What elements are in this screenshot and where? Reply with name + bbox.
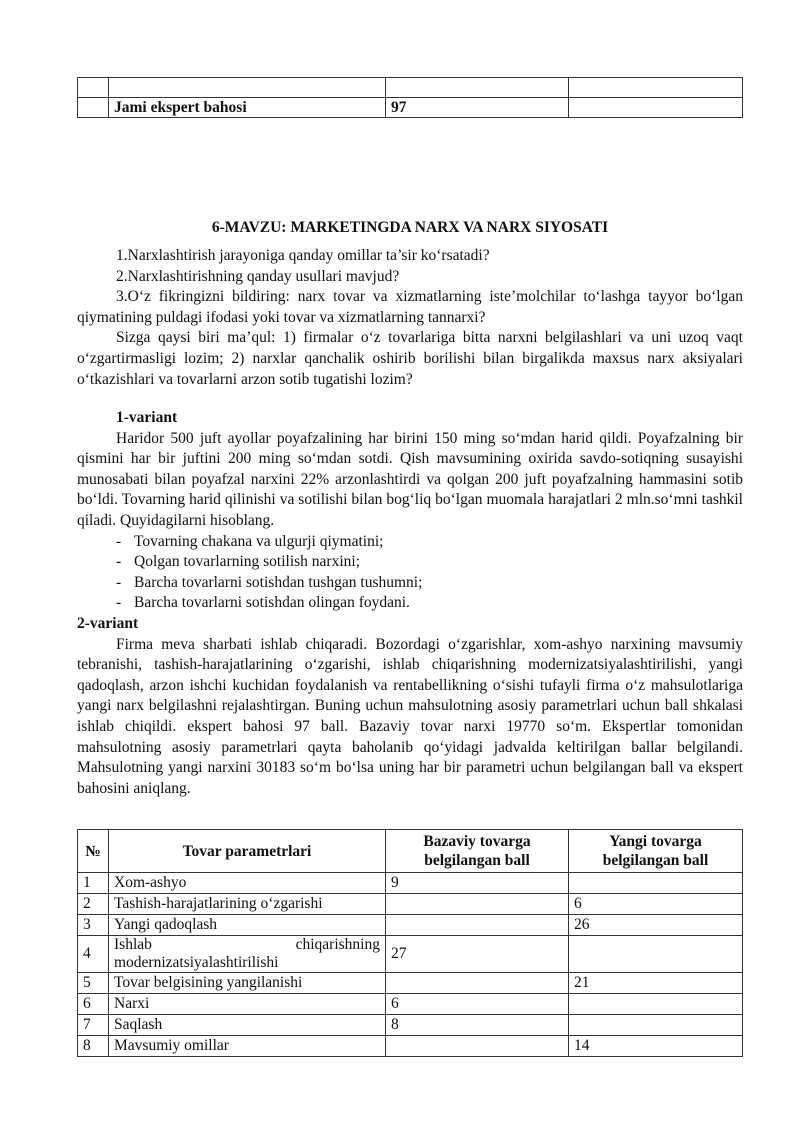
header-new-score: Yangi tovarga belgilangan ball — [569, 830, 743, 873]
table-row: 5 Tovar belgisining yangilanishi 21 — [78, 973, 743, 994]
question-4: Sizga qaysi biri ma’qul: 1) firmalar o‘z tovarlariga bitta narxni belgilashlari va uni uzoq vaqt o‘zgartirmasligi lozim; 2) narxlar qanchalik oshirib borilishi bilan birgalikda maxsus narx aksiyalari o‘tkazishlari va tovarlarni arzon sotib tugatishi lozim? — [77, 329, 743, 388]
table-row: 3 Yangi qadoqlash 26 — [78, 915, 743, 936]
table-row: 2 Tashish-harajatlarining o‘zgarishi 6 — [78, 894, 743, 915]
list-item: - Barcha tovarlarni sotishdan olingan foydani. — [116, 594, 410, 612]
section-title: 6-MAVZU: MARKETINGDA NARX VA NARX SIYOSATI — [211, 219, 609, 236]
total-value: 97 — [386, 98, 569, 118]
table-row: 8 Mavsumiy omillar 14 — [78, 1036, 743, 1057]
expert-total-table — [77, 77, 743, 118]
variant-1-block — [77, 408, 743, 799]
table-row — [78, 98, 743, 118]
question-1: 1.Narxlashtirish jarayoniga qanday omillar ta’sir ko‘rsatadi? — [116, 247, 490, 264]
table-row: 7 Saqlash 8 — [78, 1015, 743, 1036]
question-2: 2.Narxlashtirishning qanday usullari mavjud? — [116, 267, 400, 285]
table-row: 4 Ishlab chiqarishning modernizatsiyalashtirilishi 27 — [78, 936, 743, 973]
total-label: Jami ekspert bahosi — [109, 98, 386, 118]
variant-1-text: Haridor 500 juft ayollar poyafzalining har birini 150 ming so‘mdan harid qildi. Poyafzalning bir qismini har bir juftini 200 ming so‘mdan sotdi. Qish mavsumining oxirida savdo-sotiqning susayishi munosabati bilan poyafzal narxini 22% arzonlashtirdi va qolgan 200 juft poyafzalning hammasini sotib bo‘ldi. Tovarning harid qilinishi va sotilishi bilan bog‘liq bo‘lgan muomala harajatlari 2 mln.so‘mni tashkil qiladi. Quyidagilarni hisoblang. — [77, 429, 743, 529]
parameters-table — [77, 829, 743, 1057]
variant-2-heading: 2-variant — [77, 614, 139, 632]
list-item: - Qolgan tovarlarning sotilish narxini; — [116, 553, 361, 571]
list-item: - Tovarning chakana va ulgurji qiymatini; — [116, 532, 384, 550]
header-parameter: Tovar parametrlari — [109, 830, 386, 873]
variant-1-heading: 1-variant — [116, 409, 178, 426]
variant-2-text: Firma meva sharbati ishlab chiqaradi. Bozordagi o‘zgarishlar, xom-ashyo narxining mavsumiy tebranishi, tashish-harajatlarining o‘zgarishi, ishlab chiqarishning modernizatsiyalashtirilishi, yangi qadoqlash, arzon ishchi kuchidan foydalanish va rentabellikning o‘sishi tufayli firma o‘z mahsulotlariga yangi narx belgilashni rejalashtirgan. Buning uchun mahsulotning asosiy parametrlari uchun ball shkalasi ishlab chiqildi. ekspert bahosi 97 ball. Bazaviy tovar narxi 19770 so‘m. Ekspertlar tomonidan mahsulotning asosiy parametrlari qayta baholanib qo‘yidagi jadvalda keltirilgan ballar belgilandi. Mahsulotning yangi narxini 30183 so‘m bo‘lsa uning har bir parametri uchun belgilangan ball va ekspert bahosini aniqlang. — [77, 635, 743, 797]
table-row: 1 Xom-ashyo 9 — [78, 873, 743, 894]
table-row: 6 Narxi 6 — [78, 994, 743, 1015]
questions-block — [77, 246, 743, 390]
header-number: № — [78, 830, 109, 873]
table-row — [78, 78, 743, 98]
header-base-score: Bazaviy tovarga belgilangan ball — [386, 830, 569, 873]
table-header-row — [78, 830, 743, 873]
question-3: 3.O‘z fikringizni bildiring: narx tovar va xizmatlarning iste’molchilar to‘lashga tayyor bo‘lgan qiymatining puldagi ifodasi yoki tovar va xizmatlarning tannarxi? — [77, 288, 743, 326]
list-item: - Barcha tovarlarni sotishdan tushgan tushumni; — [116, 573, 423, 591]
